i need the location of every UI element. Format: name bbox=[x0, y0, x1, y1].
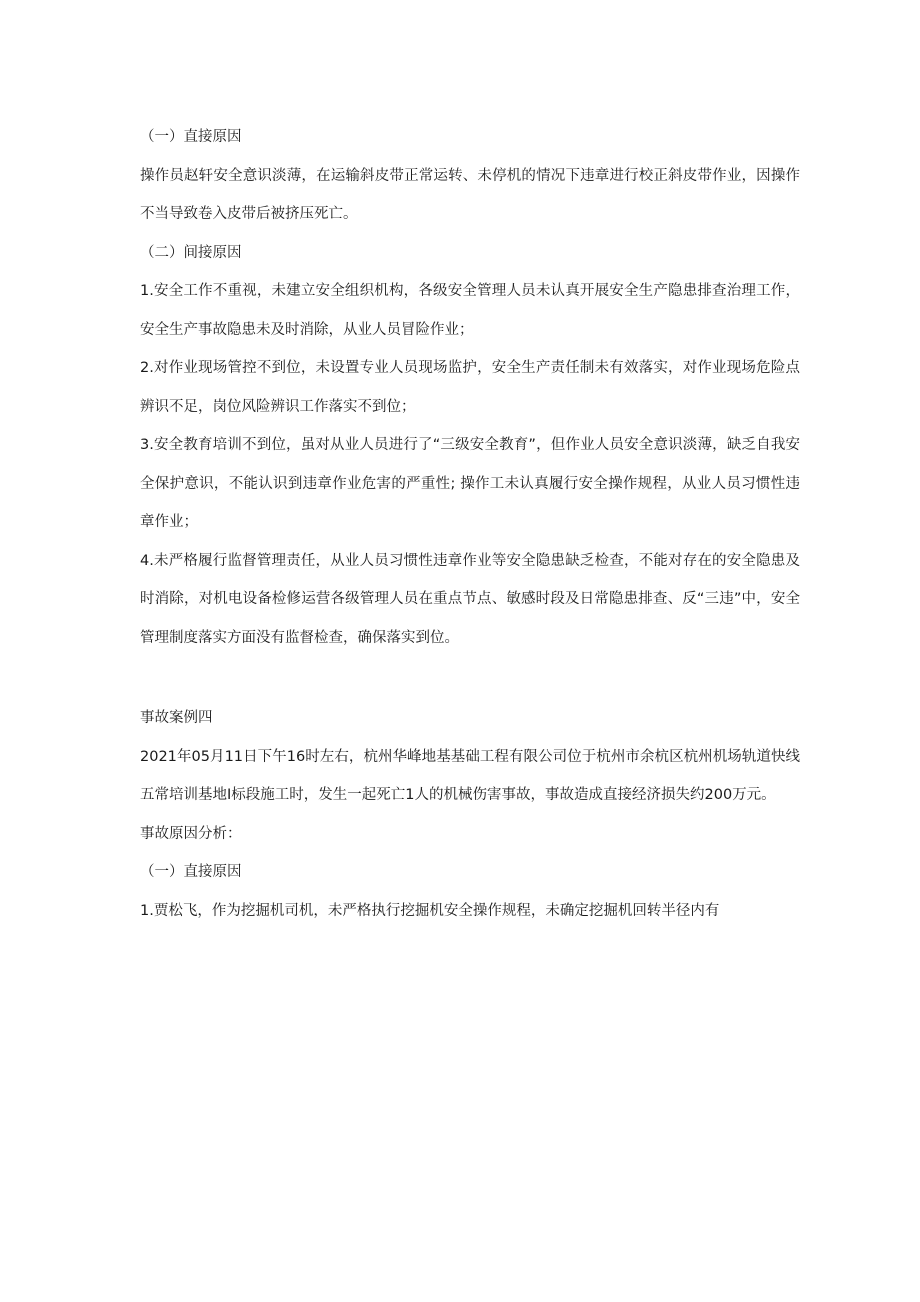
section-heading-direct-cause: （一）直接原因 bbox=[140, 129, 242, 145]
paragraph-direct-cause: 操作员赵轩安全意识淡薄，在运输斜皮带正常运转、未停机的情况下违章进行校正斜皮带作业，因操作不当导致卷入皮带后被挤压死亡。 bbox=[140, 167, 800, 222]
indirect-cause-item-1: 1.安全工作不重视，未建立安全组织机构，各级安全管理人员未认真开展安全生产隐患排查治理工作，安全生产事故隐患未及时消除，从业人员冒险作业； bbox=[140, 283, 800, 338]
indirect-cause-item-2: 2.对作业现场管控不到位，未设置专业人员现场监护，安全生产责任制未有效落实，对作业现场危险点辨识不足，岗位风险辨识工作落实不到位； bbox=[140, 360, 800, 415]
indirect-cause-item-4: 4.未严格履行监督管理责任，从业人员习惯性违章作业等安全隐患缺乏检查，不能对存在的安全隐患及时消除，对机电设备检修运营各级管理人员在重点节点、敏感时段及日常隐患排查、反“三违”中，安全管理制度落实方面没有监督检查，确保落实到位。 bbox=[140, 552, 800, 646]
case-description: 2021年05月11日下午16时左右，杭州华峰地基基础工程有限公司位于杭州市余杭区杭州机场轨道快线五常培训基地I标段施工时，发生一起死亡1人的机械伤害事故，事故造成直接经济损失约200万元。 bbox=[140, 748, 800, 803]
case-heading-direct-cause: （一）直接原因 bbox=[140, 864, 242, 880]
section-heading-indirect-cause: （二）间接原因 bbox=[140, 244, 242, 261]
case-direct-cause-item-1: 1.贾松飞，作为挖掘机司机，未严格执行挖掘机安全操作规程，未确定挖掘机回转半径内有 bbox=[140, 902, 720, 919]
indirect-cause-item-3: 3.安全教育培训不到位，虽对从业人员进行了“三级安全教育”，但作业人员安全意识淡薄，缺乏自我安全保护意识，不能认识到违章作业危害的严重性; 操作工未认真履行安全操作规程，从业人员习惯性违章作业； bbox=[140, 437, 800, 530]
paragraph-spacer bbox=[140, 657, 800, 699]
analysis-heading: 事故原因分析： bbox=[140, 825, 242, 842]
case-title: 事故案例四 bbox=[140, 710, 213, 726]
document-body bbox=[140, 118, 800, 930]
